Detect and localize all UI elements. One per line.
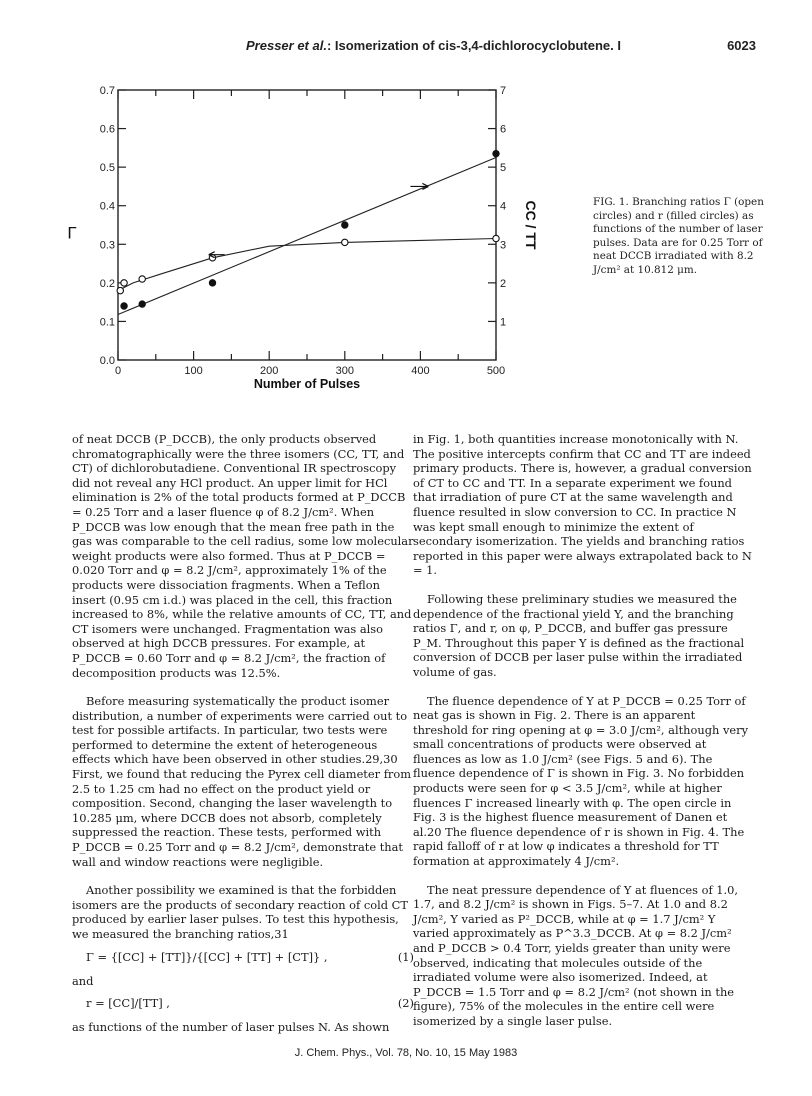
and-text: and [72, 973, 94, 988]
gamma-point [493, 235, 499, 241]
right-paragraph-4: The neat pressure dependence of Y at fluences of 1.0, 1.7, and 8.2 J/cm² is shown in Figs. 5–7. At 1.0 and 8.2 J/cm², Y varied as P²_DCCB, while at φ = 1.7 J/cm² Y varied approximately as P^3.3_DCCB. At φ = 8.2 J/cm² and P_DCCB > 0.4 Torr, yields greater than unity were observed, indicating that molecules outside of the irradiated volume were also isomerized. Indeed, at P_DCCB = 1.5 Torr and φ = 8.2 J/cm² (not shown in the figure), 75% of the molecules in the entire cell were isomerized by a single laser pulse. [413, 882, 739, 1028]
y-right-axis-label: CC / TT [523, 200, 539, 250]
arrow-right-axis [410, 183, 428, 189]
left-paragraph-3: Another possibility we examined is that the forbidden isomers are the products of secondary reaction of cold CT produced by earlier laser pulses. To test this hypothesis, we measured the branching ratios,31 [72, 883, 408, 941]
y-right-tick-label: 4 [500, 200, 507, 213]
equation-1-text: Γ = {[CC] + [TT]}/{[CC] + [TT] + [CT]} , [86, 949, 328, 964]
y-right-tick-label: 6 [500, 123, 507, 136]
r-fit-line [118, 158, 496, 315]
x-tick-label: 100 [184, 365, 203, 377]
x-tick-label: 300 [335, 365, 354, 377]
y-left-tick-label: 0.0 [99, 355, 115, 367]
y-left-tick-label: 0.4 [99, 200, 115, 213]
r-point [121, 303, 127, 309]
gamma-point [117, 287, 123, 293]
equation-2-text: r = [CC]/[TT] , [86, 996, 170, 1011]
page-number: 6023 [727, 38, 756, 53]
equation-1-number: (1) [397, 949, 414, 964]
header-authors: Presser et al. [246, 38, 327, 53]
right-paragraph-1: in Fig. 1, both quantities increase monotonically with N. The positive intercepts confirm that CC and TT are indeed primary products. There is, however, a gradual conversion of CT to CC and TT. In a separate experiment we found that irradiation of pure CT at the same wavelength and fluence resulted in slow conversion to CC. In practice N was kept small enough to minimize the extent of secondary isomerization. The yields and branching ratios reported in this paper were always extrapolated back to N = 1. [413, 432, 752, 578]
left-paragraph-2: Before measuring systematically the product isomer distribution, a number of experiments were carried out to test for possible artifacts. In particular, two tests were performed to determine the extent of heterogeneous effects which have been observed in other studies.29,30 First, we found that reducing the Pyrex cell diameter from 2.5 to 1.25 cm had no effect on the product yield or composition. Second, changing the laser wavelength to 10.285 μm, where DCCB does not absorb, completely suppressed the reaction. These tests, performed with P_DCCB = 0.25 Torr and φ = 8.2 J/cm², demonstrate that wall and window reactions were negligible. [72, 694, 412, 869]
gamma-point [139, 276, 145, 282]
figure-1 [56, 78, 576, 388]
journal-footer: J. Chem. Phys., Vol. 78, No. 10, 15 May 1983 [294, 1047, 518, 1059]
y-left-tick-label: 0.7 [99, 85, 115, 97]
left-paragraph-1: of neat DCCB (P_DCCB), the only products observed chromatographically were the three isomers (CC, TT, and CT) of dichlorobutadiene. Conventional IR spectroscopy did not reveal any HCl product. An upper limit for HCl elimination is 2% of the total products formed at P_DCCB = 0.25 Torr and a laser fluence φ of 8.2 J/cm². When P_DCCB was low enough that the mean free path in the gas was comparable to the cell radius, some low molecular weight products were also formed. Thus at P_DCCB = 0.020 Torr and φ = 8.2 J/cm², approximately 1% of the products were dissociation fragments. When a Teflon insert (0.95 cm i.d.) was placed in the cell, this fraction increased to 8%, while the relative amounts of CC, TT, and CT isomers were unchanged. Fragmentation was also observed at high DCCB pressures. For example, at P_DCCB = 0.60 Torr and φ = 8.2 J/cm², the fraction of decomposition products was 12.5%. [72, 432, 414, 680]
x-tick-label: 0 [114, 365, 122, 377]
right-paragraph-2: Following these preliminary studies we measured the dependence of the fractional yield Y, and the branching ratios Γ, and r, on φ, P_DCCB, and buffer gas pressure P_M. Throughout this paper Y is defined as the fractional conversion of DCCB per laser pulse within the irradiated volume of gas. [413, 591, 745, 679]
gamma-curve [118, 239, 496, 291]
y-right-tick-label: 7 [500, 85, 507, 97]
left-column [72, 432, 416, 1049]
r-point [342, 222, 348, 228]
running-header [246, 38, 646, 53]
gamma-point [342, 239, 348, 245]
y-left-axis-label: Γ [67, 223, 77, 243]
y-right-tick-label: 2 [500, 277, 507, 290]
header-title: : Isomerization of cis-3,4-dichlorocyclobutene. I [326, 38, 621, 53]
y-left-tick-label: 0.1 [99, 316, 115, 329]
equation-2-number: (2) [397, 996, 414, 1011]
right-column [413, 432, 753, 1043]
plot-frame [118, 90, 496, 360]
r-point [493, 150, 499, 156]
y-left-tick-label: 0.2 [99, 277, 115, 290]
gamma-point [121, 280, 127, 286]
right-paragraph-3: The fluence dependence of Y at P_DCCB = 0.25 Torr of neat gas is shown in Fig. 2. There is an apparent threshold for ring opening at φ = 3.0 J/cm², although very small concentrations of products were observed at fluences as low as 1.0 J/cm² (see Figs. 5 and 6). The fluence dependence of Γ is shown in Fig. 3. No forbidden products were seen for φ < 3.5 J/cm², while at higher fluences Γ increased linearly with φ. The open circle in Fig. 3 is the highest fluence measurement of Danen et al.20 The fluence dependence of r is shown in Fig. 4. The rapid falloff of r at low φ indicates a threshold for TT formation at approximately 4 J/cm². [413, 693, 749, 869]
y-right-tick-label: 5 [500, 162, 507, 175]
r-point [139, 301, 145, 307]
equation-1 [72, 948, 416, 968]
x-tick-label: 200 [260, 365, 279, 377]
equation-2 [72, 994, 416, 1014]
y-right-tick-label: 3 [500, 239, 507, 252]
branching-ratio-chart [56, 78, 576, 388]
x-tick-label: 500 [486, 365, 506, 377]
figure-caption: FIG. 1. Branching ratios Γ (open circles) and r (filled circles) as functions of the number of laser pulses. Data are for 0.25 Torr of neat DCCB irradiated with 8.2 J/cm² at 10.812 μm. [593, 196, 764, 276]
left-tail-text: as functions of the number of laser pulses N. As shown [72, 1020, 390, 1035]
y-left-tick-label: 0.3 [99, 239, 115, 252]
x-axis-label: Number of Pulses [253, 377, 361, 388]
y-left-tick-label: 0.5 [99, 162, 115, 175]
r-point [209, 280, 215, 286]
x-tick-label: 400 [411, 365, 430, 377]
y-right-tick-label: 1 [500, 316, 507, 329]
y-left-tick-label: 0.6 [99, 123, 115, 136]
